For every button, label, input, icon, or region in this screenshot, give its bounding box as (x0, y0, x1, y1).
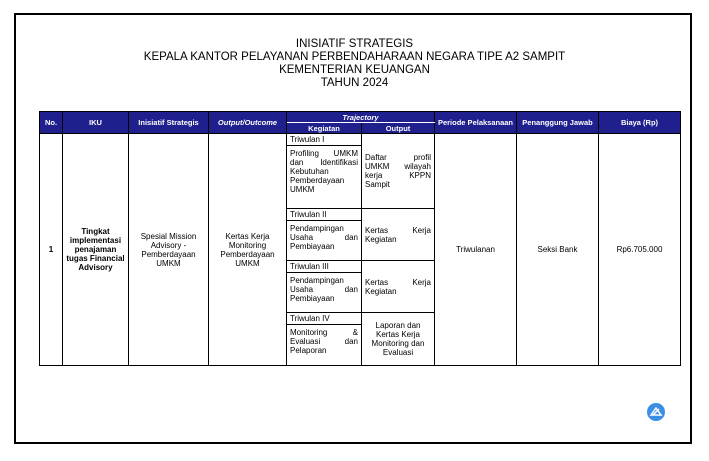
quarter-2-kegiatan: Pendampingan Usaha dan Pembiayaan (290, 224, 358, 251)
strategic-initiative-table (39, 111, 681, 366)
title-line-4: TAHUN 2024 (320, 77, 389, 89)
quarter-4-label: Triwulan IV (287, 313, 361, 325)
quarter-1 (287, 134, 434, 209)
header-no: No. (40, 112, 63, 134)
quarter-3-output: Kertas Kerja Kegiatan (365, 277, 431, 296)
quarter-3-kegiatan: Pendampingan Usaha dan Pembiayaan (290, 276, 358, 303)
quarter-2-label: Triwulan II (287, 209, 361, 221)
quarter-4-kegiatan: Monitoring & Evaluasi dan Pelaporan (290, 328, 358, 355)
quarter-1-label: Triwulan I (287, 134, 361, 146)
row-penanggung: Seksi Bank (517, 134, 599, 366)
header-biaya: Biaya (Rp) (599, 112, 681, 134)
circular-logo-icon (647, 403, 665, 421)
quarter-2 (287, 209, 434, 261)
quarter-2-output: Kertas Kerja Kegiatan (365, 225, 431, 244)
header-periode: Periode Pelaksanaan (435, 112, 517, 134)
row-biaya: Rp6.705.000 (599, 134, 681, 366)
row-inisiatif: Spesial Mission Advisory - Pemberdayaan UMKM (129, 134, 209, 366)
quarter-3 (287, 261, 434, 313)
document-title (0, 38, 709, 90)
title-line-1: INISIATIF STRATEGIS (295, 38, 414, 50)
header-kegiatan: Kegiatan (287, 123, 362, 134)
title-line-3: KEMENTERIAN KEUANGAN (279, 64, 430, 76)
row-output-outcome: Kertas Kerja Monitoring Pemberdayaan UMKM (209, 134, 287, 366)
header-trajectory: Trajectory (287, 112, 435, 123)
row-no: 1 (40, 134, 63, 366)
quarter-4 (287, 313, 434, 365)
header-output: Output (362, 123, 435, 134)
quarter-1-output: Daftar profil UMKM wilayah kerja KPPN Sampit (365, 153, 431, 189)
row-periode: Triwulanan (435, 134, 517, 366)
header-penanggung: Penanggung Jawab (517, 112, 599, 134)
header-inisiatif: Inisiatif Strategis (129, 112, 209, 134)
quarter-1-kegiatan: Profiling UMKM dan Identifikasi Kebutuhan Pemberdayaan UMKM (290, 149, 358, 194)
quarter-3-label: Triwulan III (287, 261, 361, 273)
row-iku: Tingkat implementasi penajaman tugas Financial Advisory (63, 134, 129, 366)
title-line-2: KEPALA KANTOR PELAYANAN PERBENDAHARAAN NEGARA TIPE A2 SAMPIT (143, 51, 566, 63)
quarter-4-output: Laporan dan Kertas Kerja Monitoring dan Evaluasi (371, 321, 425, 357)
header-output-outcome: Output/Outcome (209, 112, 287, 134)
trajectory-cell (287, 134, 435, 366)
header-iku: IKU (63, 112, 129, 134)
